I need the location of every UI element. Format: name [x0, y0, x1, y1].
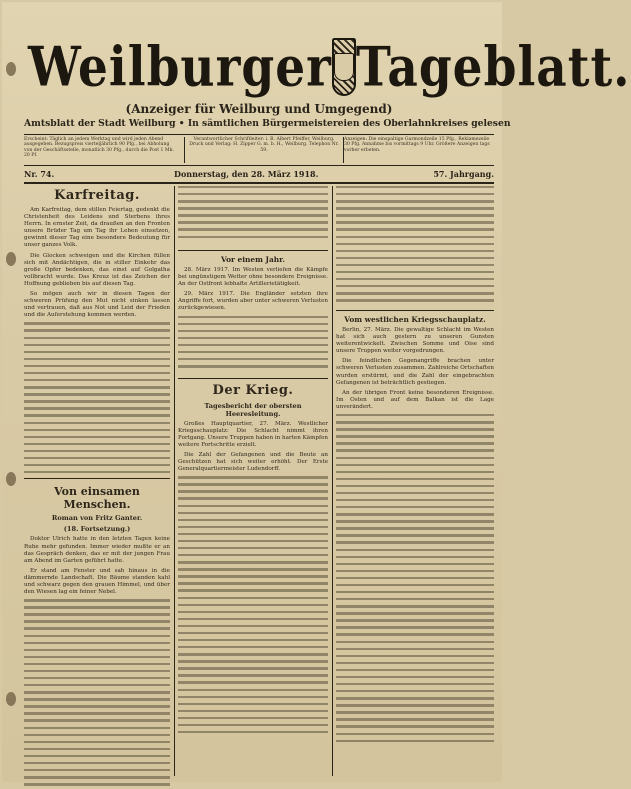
- novel-author: Roman von Fritz Ganter.: [51, 514, 143, 523]
- westen-paragraph: Die feindlichen Gegenangriffe brachen unter schweren Verlusten zusammen. Zahlreiche Ortschaften wurden erstürmt, und die Zahl der eingebrachten Gefangenen ist beträchtlich gestiegen.: [336, 358, 494, 386]
- vor-einem-jahr-paragraph: 28. März 1917. Im Westen verliefen die Kämpfe bei ungünstigem Wetter ohne besondere Ereignisse. An der Ostfront lebhafte Artillerietätigkeit.: [178, 267, 328, 288]
- text-block-placeholder: [178, 476, 328, 736]
- column-2: [178, 186, 328, 778]
- publication-info-bar: [24, 134, 494, 166]
- binding-hole: [6, 252, 16, 266]
- novel-part: (18. Fortsetzung.): [63, 525, 131, 534]
- subscription-info: Erscheint: Täglich an jedem Werktag und wird jeden Abend ausgegeben. Bezugspreis vierteljährlich 90 Pfg., bei Abholung von der Geschäftsstelle, monatlich 30 Pfg., durch die Post 1 Mk. 20 Pf.: [24, 137, 174, 159]
- dateline: [24, 168, 494, 184]
- masthead-title-right: Tageblatt.: [355, 35, 631, 99]
- krieg-heading: Der Krieg.: [212, 382, 294, 398]
- text-block-placeholder: [336, 186, 494, 306]
- text-block-placeholder: [24, 599, 170, 789]
- publisher-info: Verantwortlicher Schriftleiter: i. B. Albert Pfeiffer, Weilburg. Druck und Verlag: H. Zipper G. m. b. H., Weilburg. Telephon Nr. 59.: [184, 137, 344, 163]
- advertising-info: Anzeigen: Die einspaltige Garmondzeile 15 Pfg., Reklamezeile 30 Pfg. Annahme bis vormittags 9 Uhr. Größere Anzeigen tags vorher erbeten.: [344, 137, 490, 153]
- krieg-paragraph: Großes Hauptquartier, 27. März. Westlicher Kriegsschauplatz: Die Schlacht nimmt ihren Fortgang. Unsere Truppen haben in harten Kämpfen weitere Fortschritte erzielt.: [178, 420, 328, 448]
- text-block-placeholder: [178, 186, 328, 246]
- karfreitag-paragraph: So mögen auch wir in diesen Tagen der schweren Prüfung den Mut nicht sinken lassen und vertrauen, daß aus Not und Leid der Frieden und die Auferstehung kommen werden.: [24, 291, 170, 319]
- newspaper-page: [2, 2, 631, 782]
- binding-hole: [6, 62, 16, 76]
- krieg-subheading: Tagesbericht der obersten Heeresleitung.: [204, 401, 302, 418]
- masthead-subtitle: (Anzeiger für Weilburg und Umgegend): [125, 102, 393, 116]
- column-divider: [174, 186, 175, 776]
- westen-paragraph: Berlin, 27. März. Die gewaltige Schlacht im Westen hat sich auch gestern zu unseren Gunsten weiterentwickelt. Zwischen Somme und Oise sind unsere Truppen weiter vorgedrungen.: [336, 327, 494, 355]
- text-block-placeholder: [178, 316, 328, 374]
- issue-date: Donnerstag, den 28. März 1918.: [174, 169, 319, 179]
- binding-hole: [6, 692, 16, 706]
- vor-einem-jahr-paragraph: 29. März 1917. Die Engländer setzten ihre Angriffe fort, wurden aber unter schweren Verlusten zurückgewiesen.: [178, 291, 328, 312]
- novel-heading: Von einsamen Menschen.: [54, 485, 140, 512]
- volume-number: 57. Jahrgang.: [433, 169, 494, 179]
- westen-heading: Vom westlichen Kriegsschauplatz.: [344, 315, 486, 324]
- text-block-placeholder: [24, 322, 170, 474]
- section-rule: [336, 310, 494, 311]
- coat-of-arms-icon: [332, 38, 356, 96]
- westen-paragraph: An der übrigen Front keine besonderen Ereignisse. Im Osten und auf dem Balkan ist die Lage unverändert.: [336, 389, 494, 410]
- text-block-placeholder: [336, 414, 494, 744]
- novel-paragraph: Doktor Ulrich hatte in den letzten Tagen keine Ruhe mehr gefunden. Immer wieder mußte er an das Gespräch denken, das er mit der jungen Frau am Abend im Garten geführt hatte.: [24, 536, 170, 564]
- binding-holes: [2, 2, 22, 782]
- section-rule: [24, 478, 170, 479]
- column-divider: [332, 186, 333, 776]
- masthead-title: [28, 35, 631, 99]
- column-3: [336, 186, 494, 778]
- section-rule: [178, 378, 328, 379]
- masthead-official-line: Amtsblatt der Stadt Weilburg • In sämtlichen Bürgermeistereien des Oberlahnkreises gelesen: [24, 118, 511, 129]
- binding-hole: [6, 472, 16, 486]
- section-rule: [178, 250, 328, 251]
- novel-paragraph: Er stand am Fenster und sah hinaus in die dämmernde Landschaft. Die Bäume standen kahl und schwarz gegen den grauen Himmel, und über den Wiesen lag ein feiner Nebel.: [24, 567, 170, 596]
- masthead-title-left: Weilburger: [28, 35, 332, 99]
- krieg-paragraph: Die Zahl der Gefangenen und die Beute an Geschützen hat sich weiter erhöht. Der Erste Generalquartiermeister Ludendorff.: [178, 451, 328, 473]
- karfreitag-paragraph: Am Karfreitag, dem stillen Feiertag, gedenkt die Christenheit des Leidens und Sterbens ihres Herrn. In ernster Zeit, da draußen an den Fronten unsere Brüder Tag um Tag ihr Leben einsetzen, gewinnt dieser Tag eine besondere Bedeutung für unser ganzes Volk.: [24, 207, 170, 249]
- karfreitag-paragraph: Die Glocken schweigen und die Kirchen füllen sich mit Andächtigen, die in stiller Einkehr das große Opfer bedenken, das einst auf Golgatha vollbracht wurde. Das Kreuz ist das Zeichen der Hoffnung geblieben bis auf diesen Tag.: [24, 252, 170, 287]
- column-1: [24, 186, 170, 778]
- karfreitag-heading: Karfreitag.: [54, 188, 140, 203]
- vor-einem-jahr-heading: Vor einem Jahr.: [221, 255, 285, 264]
- issue-number: Nr. 74.: [24, 169, 55, 179]
